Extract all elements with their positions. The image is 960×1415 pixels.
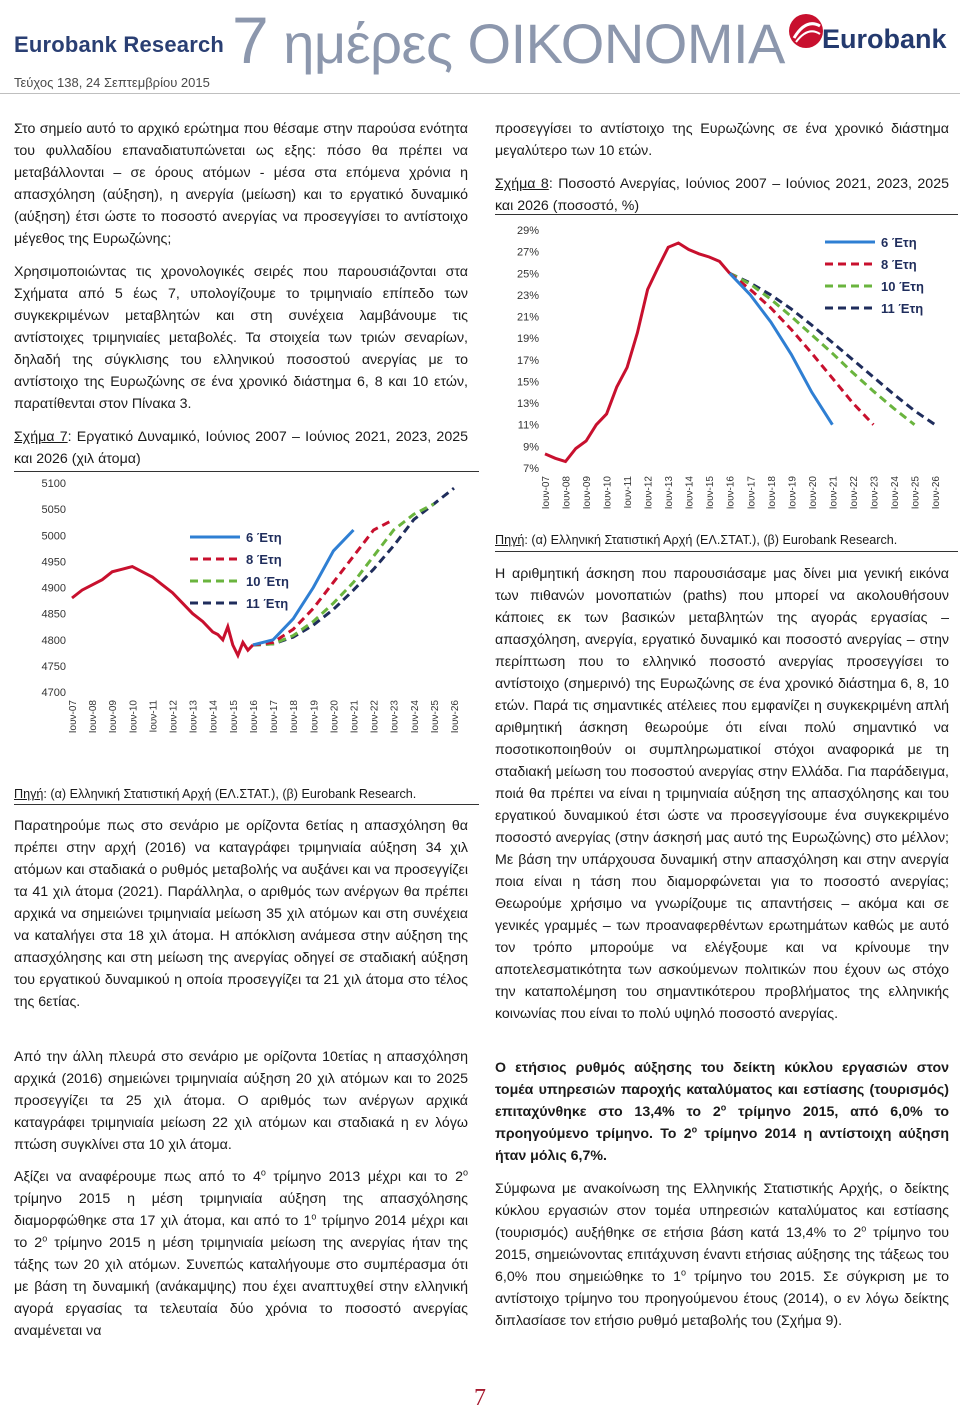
right-paragraph-2 [495,1178,949,1332]
right-paragraph-1 [495,563,949,1025]
x-tick-label: Ιουν-24 [889,476,901,510]
x-tick-label: Ιουν-13 [188,700,200,734]
series-line-6-Έτη [730,273,833,424]
figure-8-label: Σχήμα 8 [495,176,549,192]
header-divider [0,93,960,94]
source-label: Πηγή [14,787,44,801]
x-tick-label: Ιουν-07 [68,700,79,734]
y-tick-label: 25% [516,268,539,281]
x-tick-label: Ιουν-18 [289,700,301,734]
x-tick-label: Ιουν-23 [389,700,401,734]
x-tick-label: Ιουν-16 [248,700,260,734]
x-tick-label: Ιουν-21 [349,700,361,734]
x-tick-label: Ιουν-22 [369,700,381,734]
y-tick-label: 5050 [41,504,66,517]
y-tick-label: 27% [516,246,539,259]
x-tick-label: Ιουν-12 [643,476,655,510]
x-tick-label: Ιουν-15 [705,476,717,510]
legend-label: 6 Έτη [881,235,917,250]
series-line-11-Έτη [253,488,454,645]
figure-7-source [14,786,468,802]
x-tick-label: Ιουν-17 [269,700,281,734]
figure-8-caption [495,173,949,217]
brand-name: Eurobank Research [14,32,225,57]
x-tick-label: Ιουν-15 [228,700,240,734]
figure-7-chart [14,474,468,784]
legend-label: 8 Έτη [246,552,282,567]
legend-label: 11 Έτη [246,596,289,611]
figure-8-caption-text: : Ποσοστό Ανεργίας, Ιούνιος 2007 – Ιούνιος 2021, 2023, 2025 και 2026 (ποσοστό, %) [495,176,949,214]
right-p1-text: Η αριθμητική άσκηση που παρουσιάσαμε μας δίνει μια γενική εικόνα των πιθανών μονοπατιών (paths) που μπορεί να ακολουθήσουν κάποιες εκ των βασικών μεταβλητών της αγοράς εργασίας – απασχόληση, ανεργία, εργατικό δυναμικό και ποσοστό ανεργίας – στην περίπτωση που το ελληνικό ποσοστό ανεργίας προσεγγίσει το αντίστοιχο (σημερινό) της Ευρωζώνης σε ένα χρονικό διάστημα 6, 8, 10 ετών. Παρά τις σημαντικές ατέλειες που εμφανίζει η συγκεκριμένη απλή αριθμητική άσκηση θεωρούμε ότι είναι πολύ σημαντικό να ποσοτικοποιηθούν οι συμπληρωματικοί στόχοι αναφορικά με τη σταδιακή μείωση του ποσοστού ανεργίας στην Ελλάδα. Για παράδειγμα, ποιά θα πρέπει να είναι η τριμηνιαία αύξηση της απασχόλησης και του εργατικού δυναμικού έτσι ώστε να προσεγγίσουμε ένα συγκεκριμένο ποσοστό ανεργίας (στην άσκησή μας αυτό της Ευρωζώνης) στο μέλλον; Με βάση την υπάρχουσα δυναμική στην απασχόληση και στην ανεργία ποια είναι η τάση που διαμορφώνεται για το ποσοστό ανεργίας; Θεωρούμε χρήσιμο να γνωρίζουμε τις απαντήσεις – ακόμα και σε γενικές γραμμές – των προαναφερθέντων ερωτημάτων καθώς με αυτό τον τρόπο μπορούμε να ελέγξουμε και να κρίνουμε την αποτελεσματικότητα των ασκούμενων πολιτικών που έχουν ως στόχο την καταπολέμηση του σημαντικότερου προβλήματος της ελληνικής κοινωνίας που είναι το πολύ υψηλό ποσοστό ανεργίας. [495,566,949,1022]
x-tick-label: Ιουν-24 [409,700,421,734]
y-tick-label: 13% [516,398,539,411]
figure-8-source-rule [495,551,958,552]
x-tick-label: Ιουν-23 [869,476,881,510]
x-tick-label: Ιουν-12 [168,700,180,734]
x-tick-label: Ιουν-22 [848,476,860,510]
x-tick-label: Ιουν-09 [108,700,120,734]
y-tick-label: 4750 [41,660,66,673]
newsletter-title [232,2,785,78]
figure-8-chart [495,218,949,518]
left-paragraph-1 [14,118,468,250]
left-paragraph-4 [14,1046,468,1156]
title-number: 7 [232,3,269,77]
left-paragraph-3 [14,815,468,1013]
x-tick-label: Ιουν-26 [931,476,942,510]
legend-label: 11 Έτη [881,301,924,316]
left-p1-text: Στο σημείο αυτό το αρχικό ερώτημα που θέσαμε στην παρούσα ενότητα του φυλλαδίου επαναδιατυπώνεται ως εξης: πόσο θα πρέπει να μεταβάλλονται – σε όρους ατόμων - μέσα στα επόμενα χρόνια η απασχόληση (αύξηση), η ανεργία (μείωση) και το εργατικό δυναμικό (αύξηση) έτσι ώστε το ποσοστό ανεργίας να προσεγγίσει το αντίστοιχο μέγεθος της Ευρωζώνης; [14,121,468,247]
x-tick-label: Ιουν-25 [910,476,922,510]
y-tick-label: 29% [516,225,539,237]
x-tick-label: Ιουν-08 [561,476,573,510]
x-tick-label: Ιουν-11 [623,476,635,509]
series-line-10-Έτη [730,273,915,424]
right-bold-text: Ο ετήσιος ρυθμός αύξησης του δείκτη κύκλου εργασιών στον τομέα υπηρεσιών παροχής καταλύματος και εστίασης (τουρισμός) επιταχύνθηκε στο 13,4% το $2^o$ τρίμηνο 2015, από 6,0% το προηγούμενο τρίμηνο. Το $2^o$ τρίμηνο 2014 η αντίστοιχη αύξηση ήταν μόλις 6,7%. [495,1060,949,1164]
source-text: : (α) Ελληνική Στατιστική Αρχή (ΕΛ.ΣΤΑΤ.), (β) Eurobank Research. [524,533,898,547]
x-tick-label: Ιουν-16 [725,476,737,510]
figure-7-source-rule [14,804,479,805]
x-tick-label: Ιουν-11 [148,700,160,733]
figure-7-caption-text: : Εργατικό Δυναμικό, Ιούνιος 2007 – Ιούνιος 2021, 2023, 2025 και 2026 (χιλ άτομα) [14,429,468,467]
x-tick-label: Ιουν-10 [128,700,140,734]
y-tick-label: 4700 [41,687,66,699]
issue-line: Τεύχος 138, 24 Σεπτεμβρίου 2015 [14,75,210,90]
y-tick-label: 15% [516,376,539,389]
right-p0-text: προσεγγίσει το αντίστοιχο της Ευρωζώνης σε ένα χρονικό διάστημα μεγαλύτερο των 10 ετών. [495,121,949,159]
legend-label: 10 Έτη [246,574,289,589]
x-tick-label: Ιουν-07 [541,476,552,510]
logo-text: Eurobank [822,24,947,54]
title-text: ημέρες ΟΙΚΟΝΟΜΙΑ [283,12,785,75]
left-p3-text: Παρατηρούμε πως στο σενάριο με ορίζοντα 6ετίας η απασχόληση θα πρέπει στην αρχή (2016) να καταγράφει τριμηνιαία αύξηση 34 χιλ ατόμων και σταδιακά ο ρυθμός μεταβολής να αυξάνει και να προσεγγίζει τα 41 χιλ άτομα (2021). Παράλληλα, ο αριθμός των ανέργων θα πρέπει αρχικά να σημειώνει τριμηνιαία μείωση 35 χιλ ατόμων και στη συνέχεια να καταλήγει στα 18 χιλ άτομα. Η απόκλιση ανάμεσα στην αύξηση της απασχόλησης και στη μείωση της ανεργίας οδηγεί σε σταδιακή αύξηση του εργατικού δυναμικού η οποία προσεγγίζει τα 21 χιλ άτομα στο τέλος της 6ετίας. [14,818,468,1010]
x-tick-label: Ιουν-13 [664,476,676,510]
page-number: 7 [474,1385,486,1411]
y-tick-label: 5100 [41,478,66,490]
x-tick-label: Ιουν-08 [88,700,100,734]
y-tick-label: 5000 [41,530,66,543]
y-tick-label: 21% [516,311,539,324]
right-paragraph-0 [495,118,949,162]
x-tick-label: Ιουν-25 [429,700,441,734]
figure-8-source [495,532,949,548]
right-p2-text: Σύμφωνα με ανακοίνωση της Ελληνικής Στατιστικής Αρχής, ο δείκτης κύκλου εργασιών στον τομέα υπηρεσιών καταλύματος και εστίασης (τουρισμός) αυξήθηκε σε ετήσια βάση κατά 13,4% το $2^o$ τρίμηνο του 2015, σημειώνοντας επιτάχυνση έναντι ετήσιας αύξησης της τάξεως του 6,0% που σημειώθηκε το $1^o$ τρίμηνο του 2015. Σε σύγκριση με το αντίστοιχο τρίμηνο του προηγούμενου έτους (2014), ο εν λόγω δείκτης διπλασίασε τον ετήσιο ρυθμό μεταβολής του (Σχήμα 9). [495,1181,950,1329]
figure-7-rule [14,471,479,472]
left-p2-text: Χρησιμοποιώντας τις χρονολογικές σειρές που παρουσιάζονται στα Σχήματα από 5 έως 7, υπολογίζουμε το τριμηνιαίο επίπεδο των συγκεκριμένων μεταβλητών και στη συνέχεια λαμβάνουμε τις αντίστοιχες τριμηνιαίες μεταβολές. Τα στοιχεία των τριών σεναρίων, δηλαδή της σύγκλισης του ελληνικού ποσοστού ανεργίας με το αντίστοιχο της Ευρωζώνης σε ένα χρονικό διάστημα 6, 8 και 10 ετών, παρατίθενται στον Πίνακα 3. [14,264,468,412]
left-p5-text: Αξίζει να αναφέρουμε πως από το $4^o$ τρίμηνο 2013 μέχρι και το $2^o$ τρίμηνο 2015 η μέση τριμηνιαία αύξηση της απασχόλησης διαμορφώθηκε στα 17 χιλ άτομα, και από το $1^o$ τρίμηνο 2014 μέχρι και το $2^o$ τρίμηνο 2015 η μέση τριμηνιαία μείωση της ανεργίας ήταν της τάξης των 20 χιλ ατόμων. Συνεπώς καταλήγουμε στο συμπέρασμα ότι με βάση τη δυναμική (ανάκαμψης) που έχει αναπτυχθεί στην ελληνική αγορά εργασίας τα τελευταία δύο χρόνια το ποσοστό ανεργίας αναμένεται να [14,1167,469,1339]
y-tick-label: 23% [516,289,539,302]
source-label: Πηγή [495,533,525,547]
x-tick-label: Ιουν-26 [450,700,461,734]
x-tick-label: Ιουν-14 [684,476,696,510]
historical-line [545,243,730,462]
legend-label: 8 Έτη [881,257,917,272]
y-tick-label: 17% [516,354,539,367]
y-tick-label: 11% [517,419,539,432]
x-tick-label: Ιουν-20 [807,476,819,510]
legend-label: 6 Έτη [246,530,282,545]
x-tick-label: Ιουν-19 [787,476,799,510]
left-p4-text: Από την άλλη πλευρά στο σενάριο με ορίζοντα 10ετίας η απασχόληση αρχικά (2016) σημειώνει τριμηνιαία αύξηση 20 χιλ ατόμων και το 2025 προσεγγίζει τα 25 χιλ άτομα. Ο αριθμός των ανέργων αρχικά καταγράφει τριμηνιαία μείωση 22 χιλ ατόμων και σταδιακά η εν λόγω πτώση συγκλίνει στα 10 χιλ άτομα. [14,1049,468,1153]
y-tick-label: 4900 [41,582,66,595]
figure-7-caption [14,426,468,470]
x-tick-label: Ιουν-19 [309,700,321,734]
legend-label: 10 Έτη [881,279,924,294]
x-tick-label: Ιουν-18 [766,476,778,510]
left-paragraph-2 [14,261,468,415]
x-tick-label: Ιουν-10 [602,476,614,510]
x-tick-label: Ιουν-21 [828,476,840,510]
y-tick-label: 4950 [41,556,66,569]
x-tick-label: Ιουν-14 [208,700,220,734]
y-tick-label: 19% [516,333,539,346]
historical-line [72,567,253,656]
left-paragraph-5 [14,1166,468,1342]
x-tick-label: Ιουν-20 [329,700,341,734]
y-tick-label: 9% [523,441,539,454]
x-tick-label: Ιουν-09 [582,476,594,510]
y-tick-label: 4800 [41,634,66,647]
x-tick-label: Ιουν-17 [746,476,758,510]
series-line-11-Έτη [730,273,935,424]
figure-8-rule [495,214,958,215]
y-tick-label: 4850 [41,608,66,621]
y-tick-label: 7% [523,463,539,475]
figure-7-label: Σχήμα 7 [14,429,68,445]
source-text: : (α) Ελληνική Στατιστική Αρχή (ΕΛ.ΣΤΑΤ.), (β) Eurobank Research. [43,787,417,801]
right-bold-highlight [495,1057,949,1167]
